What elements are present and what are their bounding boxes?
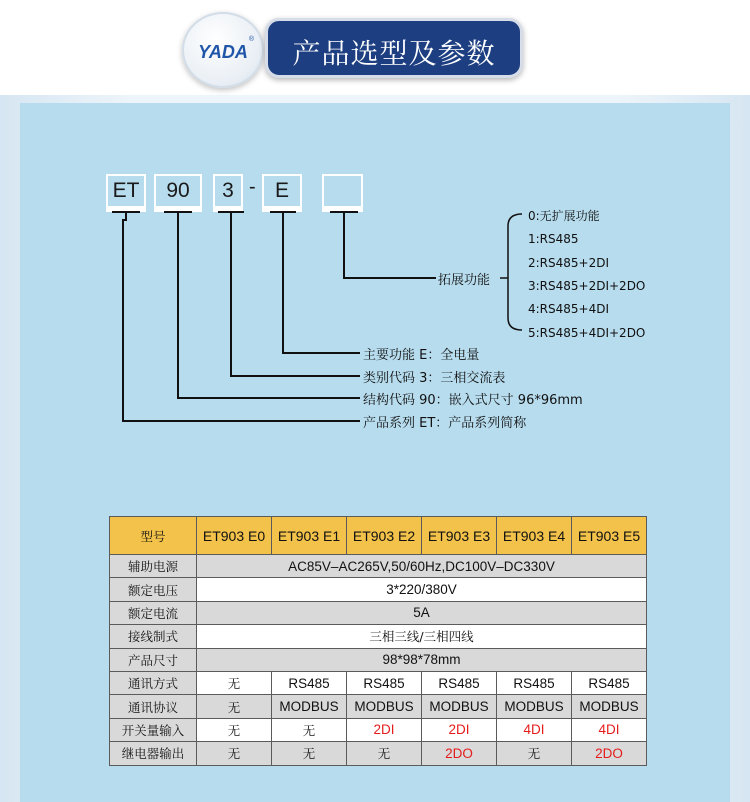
- table-header-row: [110, 517, 647, 555]
- header-model-e3: ET903 E3: [422, 517, 497, 555]
- aux-power-value: AC85V–AC265V,50/60Hz,DC100V–DC330V: [197, 555, 647, 578]
- code-dash: -: [249, 176, 256, 198]
- brand-logo-text: YADA: [198, 42, 248, 62]
- header-model-e1: ET903 E1: [272, 517, 347, 555]
- rated-voltage-value: 3*220/380V: [197, 578, 647, 601]
- comm-protocol-e5: MODBUS: [572, 695, 647, 718]
- comm-mode-e5: RS485: [572, 671, 647, 694]
- row-label-aux-power: 辅助电源: [110, 555, 197, 578]
- table-row: [110, 625, 647, 648]
- di-input-e4: 4DI: [497, 718, 572, 741]
- di-input-e0: 无: [197, 718, 272, 741]
- header-model-e2: ET903 E2: [347, 517, 422, 555]
- comm-mode-e4: RS485: [497, 671, 572, 694]
- comm-mode-e1: RS485: [272, 671, 347, 694]
- table-row: [110, 718, 647, 741]
- code-segment-structure: 90: [154, 174, 202, 208]
- row-label-di-input: 开关量输入: [110, 718, 197, 741]
- relay-output-e3: 2DO: [422, 742, 497, 765]
- table-row: [110, 648, 647, 671]
- di-input-e1: 无: [272, 718, 347, 741]
- page-title: 产品选型及参数: [292, 37, 496, 70]
- header-model-e0: ET903 E0: [197, 517, 272, 555]
- extension-option-5: 5:RS485+4DI+2DO: [528, 326, 646, 340]
- table-row: [110, 555, 647, 578]
- comm-protocol-e3: MODBUS: [422, 695, 497, 718]
- comm-protocol-e4: MODBUS: [497, 695, 572, 718]
- main-function-label: 主要功能 E：全电量: [363, 348, 480, 363]
- code-segment-series: ET: [106, 174, 146, 208]
- table-row: [110, 578, 647, 601]
- header-model-e5: ET903 E5: [572, 517, 647, 555]
- extension-option-3: 3:RS485+2DI+2DO: [528, 279, 646, 293]
- structure-code-label: 结构代码 90：嵌入式尺寸 96*96mm: [363, 393, 583, 408]
- connector-series: [123, 210, 360, 421]
- row-label-rated-current: 额定电流: [110, 601, 197, 624]
- connector-category: [231, 210, 360, 376]
- extension-option-2: 2:RS485+2DI: [528, 256, 610, 270]
- header-model-label: 型号: [110, 517, 197, 555]
- comm-protocol-e2: MODBUS: [347, 695, 422, 718]
- connector-function: [283, 210, 360, 353]
- options-bracket: [508, 214, 522, 330]
- di-input-e5: 4DI: [572, 718, 647, 741]
- relay-output-e4: 无: [497, 742, 572, 765]
- extension-option-4: 4:RS485+4DI: [528, 302, 610, 316]
- size-value: 98*98*78mm: [197, 648, 647, 671]
- connector-extension: [344, 210, 427, 278]
- relay-output-e5: 2DO: [572, 742, 647, 765]
- table-row: [110, 671, 647, 694]
- registered-mark: ®: [248, 36, 254, 43]
- header-model-e4: ET903 E4: [497, 517, 572, 555]
- extension-option-0: 0:无扩展功能: [528, 209, 600, 223]
- code-segment-category: 3: [213, 174, 243, 208]
- comm-mode-e2: RS485: [347, 671, 422, 694]
- wiring-value: 三相三线/三相四线: [197, 625, 647, 648]
- row-label-rated-voltage: 额定电压: [110, 578, 197, 601]
- code-segment-function: E: [262, 174, 302, 208]
- comm-mode-e0: 无: [197, 671, 272, 694]
- row-label-wiring: 接线制式: [110, 625, 197, 648]
- di-input-e2: 2DI: [347, 718, 422, 741]
- relay-output-e2: 无: [347, 742, 422, 765]
- comm-mode-e3: RS485: [422, 671, 497, 694]
- row-label-relay-output: 继电器输出: [110, 742, 197, 765]
- di-input-e3: 2DI: [422, 718, 497, 741]
- comm-protocol-e1: MODBUS: [272, 695, 347, 718]
- row-label-comm-protocol: 通讯协议: [110, 695, 197, 718]
- spec-table: [109, 516, 647, 766]
- table-row: [110, 601, 647, 624]
- product-series-label: 产品系列 ET：产品系列简称: [363, 416, 527, 431]
- row-label-comm-mode: 通讯方式: [110, 671, 197, 694]
- table-row: [110, 742, 647, 765]
- extension-option-1: 1:RS485: [528, 232, 579, 246]
- category-code-label: 类别代码 3：三相交流表: [363, 371, 506, 386]
- table-row: [110, 695, 647, 718]
- extension-label: 拓展功能: [438, 273, 491, 288]
- connector-structure: [178, 210, 360, 398]
- relay-output-e1: 无: [272, 742, 347, 765]
- relay-output-e0: 无: [197, 742, 272, 765]
- row-label-size: 产品尺寸: [110, 648, 197, 671]
- comm-protocol-e0: 无: [197, 695, 272, 718]
- rated-current-value: 5A: [197, 601, 647, 624]
